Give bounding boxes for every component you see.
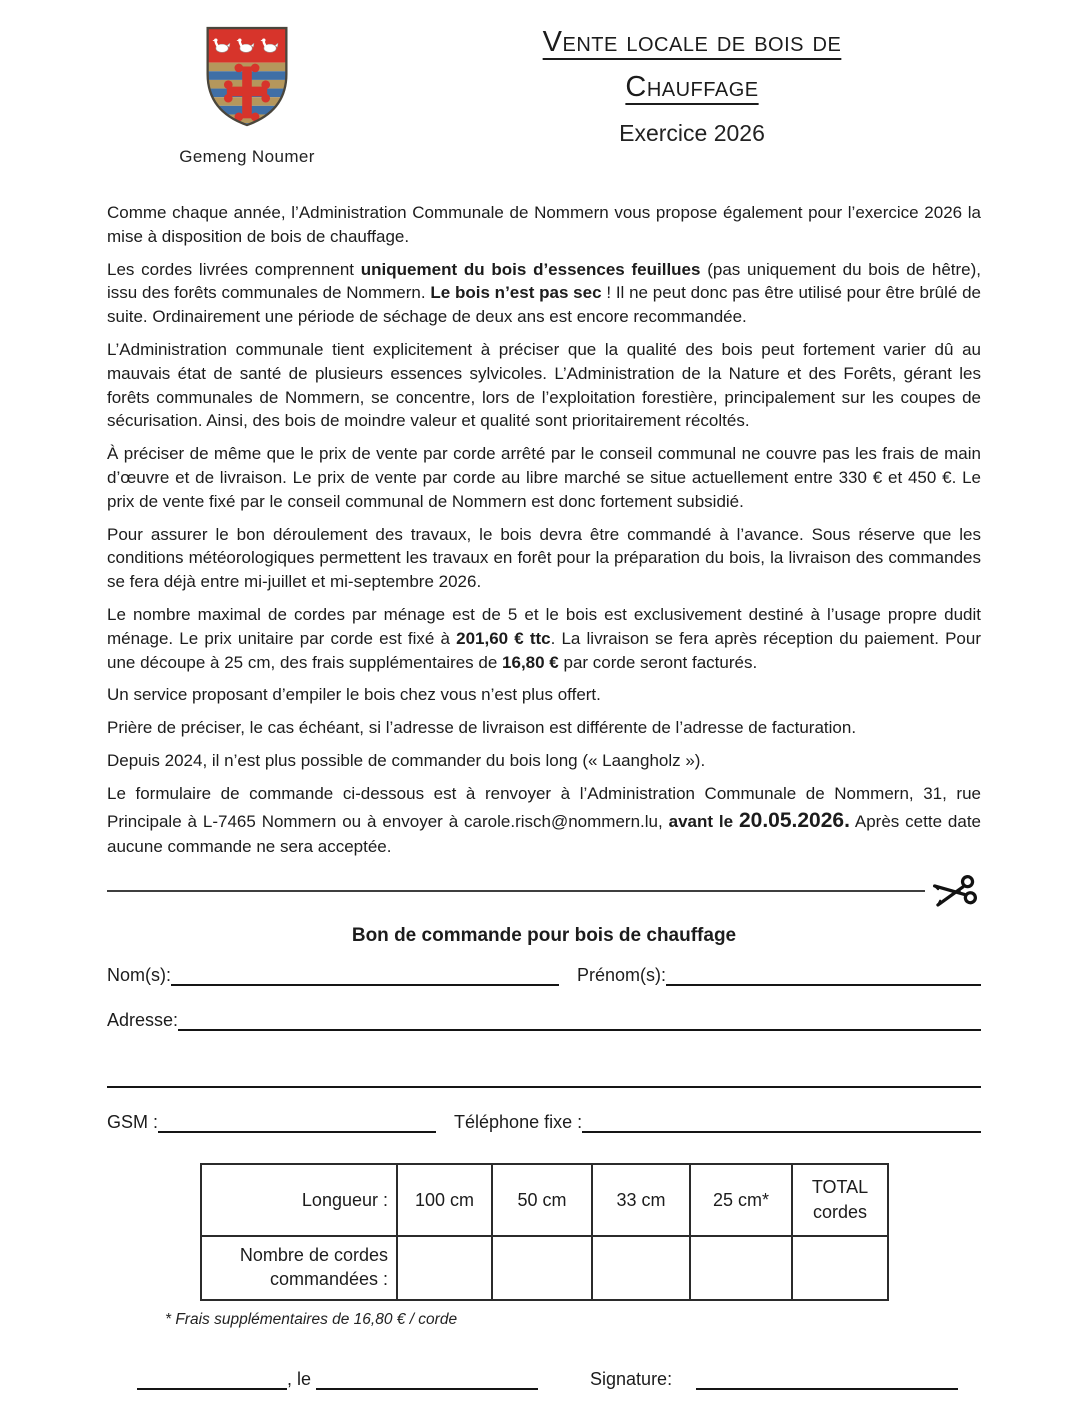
quantity-cell-50cm[interactable] (492, 1236, 592, 1300)
table-header-longueur: Longueur : (201, 1164, 397, 1236)
order-table (200, 1163, 889, 1301)
table-header-total: TOTAL cordes (792, 1164, 888, 1236)
prenom-field-line[interactable] (666, 965, 981, 986)
body-paragraphs (107, 201, 981, 859)
quantity-cell-total[interactable] (792, 1236, 888, 1300)
paragraph: Un service proposant d’empiler le bois chez vous n’est plus offert. (107, 685, 601, 705)
quantity-cell-25cm[interactable] (690, 1236, 792, 1300)
telephone-label: Téléphone fixe : (454, 1111, 583, 1132)
signature-field-line[interactable] (696, 1369, 958, 1390)
table-header-25cm: 25 cm* (690, 1164, 792, 1236)
table-header-33cm: 33 cm (592, 1164, 690, 1236)
scissors-icon (931, 873, 981, 909)
page-title-line2: Chauffage (625, 71, 759, 103)
table-header-50cm: 50 cm (492, 1164, 592, 1236)
cut-line (107, 873, 981, 909)
table-header-100cm: 100 cm (397, 1164, 492, 1236)
paragraph: Prière de préciser, le cas échéant, si l’adresse de livraison est différente de l’adresse de facturation. (107, 718, 857, 738)
page-title-line1: Vente locale de bois de (542, 26, 842, 58)
exercise-year: Exercice 2026 (619, 120, 765, 146)
paragraph: Pour assurer le bon déroulement des travaux, le bois devra être commandé à l’avance. Sous réserve que les conditions météorologiques permettent les travaux en forêt pour la préparation du bois, la livraison des commandes se fera déjà entre mi-juillet et mi-septembre 2026. (107, 524, 981, 592)
municipality-name: Gemeng Noumer (179, 147, 315, 166)
gsm-label: GSM : (107, 1111, 159, 1132)
adresse-label: Adresse: (107, 1009, 179, 1030)
paragraph: Depuis 2024, il n’est plus possible de commander du bois long (« Laangholz »). (107, 750, 706, 770)
row-label-nombre-cordes: Nombre de cordes commandées : (201, 1236, 397, 1300)
telephone-field-line[interactable] (582, 1112, 981, 1133)
place-field-line[interactable] (137, 1369, 287, 1390)
table-footnote: * Frais supplémentaires de 16,80 € / corde (165, 1310, 458, 1328)
paragraph: À préciser de même que le prix de vente par corde arrêté par le conseil communal ne couvre pas les frais de main d’œuvre et de livraison. Le prix de vente par corde au libre marché se situe actuellement entre 330 € et 450 €. Le prix de vente fixé par le conseil communal de Nommern est donc fortement subsidié. (107, 444, 981, 511)
date-label: , le (287, 1368, 317, 1389)
quantity-cell-33cm[interactable] (592, 1236, 690, 1300)
paragraph: Le formulaire de commande ci-dessous est à renvoyer à l’Administration Communale de Nommern, 31, rue Principale à L-7465 Nommern ou à envoyer à carole.risch@nommern.lu, avant le 20.05.2026. Après cette date aucune commande ne sera acceptée. (107, 783, 981, 856)
signature-row (137, 1369, 981, 1390)
order-table-row (201, 1236, 888, 1300)
paragraph: Les cordes livrées comprennent uniquement du bois d’essences feuillues (pas uniquement du bois de hêtre), issu des forêts communales de Nommern. Le bois n’est pas sec ! Il ne peut donc pas être utilisé pour être brûlé de suite. Ordinairement une période de séchage de deux ans est encore recommandée. (107, 259, 982, 327)
order-table-header-row (201, 1164, 888, 1236)
date-field-line[interactable] (316, 1369, 538, 1390)
adresse-field-line-2[interactable] (107, 1067, 981, 1088)
gsm-field-line[interactable] (158, 1112, 436, 1133)
order-form (107, 925, 981, 1390)
title-block (347, 24, 981, 147)
document-header (107, 24, 981, 167)
paragraph: L’Administration communale tient explicitement à préciser que la qualité des bois peut fortement varier dû au mauvais état de santé de plusieurs essences sylvicoles. L’Administration de la Nature et des Forêts, gérant les forêts communales de Nommern, se concentre, lors de l’exploitation forestière, principalement sur les coupes de sécurisation. Ainsi, des bois de moindre valeur et qualité sont prioritairement récoltés. (107, 339, 981, 431)
coat-of-arms-block (147, 24, 347, 167)
nom-field-line[interactable] (171, 965, 559, 986)
signature-label: Signature: (590, 1368, 673, 1389)
paragraph: Comme chaque année, l’Administration Communale de Nommern vous propose également pour l’exercice 2026 la mise à disposition de bois de chauffage. (107, 203, 981, 246)
paragraph: Le nombre maximal de cordes par ménage est de 5 et le bois est exclusivement destiné à l’usage propre dudit ménage. Le prix unitaire par corde est fixé à 201,60 € ttc. La livraison se fera après réception du paiement. Pour une découpe à 25 cm, des frais supplémentaires de 16,80 € par corde seront facturés. (107, 604, 981, 672)
nom-label: Nom(s): (107, 964, 171, 985)
prenom-label: Prénom(s): (577, 964, 667, 985)
quantity-cell-100cm[interactable] (397, 1236, 492, 1300)
municipal-coat-of-arms-icon (199, 24, 295, 132)
order-form-title: Bon de commande pour bois de chauffage (351, 924, 737, 946)
adresse-field-line[interactable] (178, 1010, 981, 1031)
cut-rule (107, 890, 925, 892)
